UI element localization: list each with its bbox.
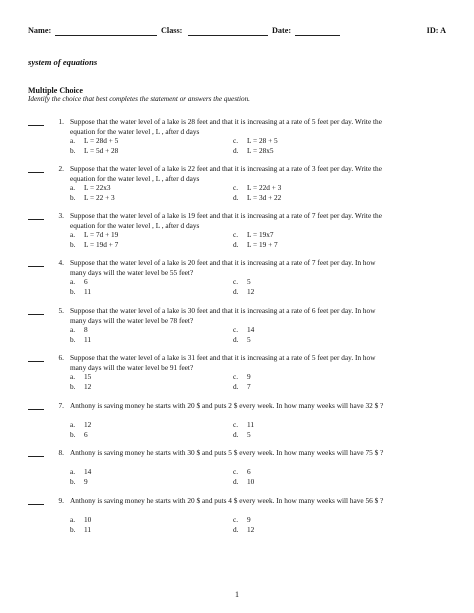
answer-blank: [28, 314, 44, 315]
option-letter: c.: [233, 230, 239, 239]
question-number: 4.: [58, 258, 64, 267]
question-stem: Suppose that the water level of a lake is 19 feet and that it is increasing at a rate of 7 feet per day. Write the equation for the water level , L , after d days: [70, 211, 382, 230]
option-letter: a.: [70, 230, 76, 239]
option-text: 11: [84, 286, 92, 296]
question-number: 2.: [58, 164, 64, 173]
option-letter: d.: [233, 334, 239, 344]
option-text: L = 28 + 5: [247, 136, 278, 145]
option-d: [233, 430, 251, 440]
header: [28, 26, 446, 40]
question-stem: Anthony is saving money he starts with 20 $ and puts 4 $ every week. In how many weeks will have 56 $ ?: [70, 496, 384, 505]
option-text: 12: [84, 381, 92, 391]
question-number: 8.: [58, 448, 64, 457]
option-text: L = 19 + 7: [247, 239, 278, 249]
option-text: 5: [247, 334, 251, 344]
option-text: 10: [247, 476, 255, 486]
option-letter: a.: [70, 325, 76, 334]
question-stem: Suppose that the water level of a lake is 20 feet and that it is increasing at a rate of 7 feet per day. In how many days will the water level be 55 feet?: [70, 258, 376, 277]
option-text: L = 22 + 3: [84, 192, 115, 202]
option-letter: c.: [233, 277, 239, 286]
option-b: [70, 193, 115, 203]
option-b: [70, 430, 88, 440]
answer-blank: [28, 504, 44, 505]
answer-blank: [28, 266, 44, 267]
option-letter: d.: [233, 192, 239, 202]
option-text: 14: [247, 325, 255, 334]
option-text: 9: [247, 515, 251, 524]
option-text: L = 3d + 22: [247, 192, 282, 202]
option-letter: a.: [70, 420, 76, 429]
option-d: [233, 525, 254, 535]
option-d: [233, 193, 281, 203]
option-b: [70, 146, 118, 156]
option-letter: a.: [70, 136, 76, 145]
option-letter: d.: [233, 239, 239, 249]
option-a: [70, 325, 88, 335]
option-d: [233, 382, 251, 392]
option-letter: b.: [70, 429, 76, 439]
option-letter: c.: [233, 515, 239, 524]
answer-blank: [28, 172, 44, 173]
option-c: [233, 277, 251, 287]
option-text: 7: [247, 381, 251, 391]
option-text: 5: [247, 277, 251, 286]
answer-blank: [28, 219, 44, 220]
option-letter: d.: [233, 286, 239, 296]
question-stem: Suppose that the water level of a lake is 28 feet and that it is increasing at a rate of 5 feet per day. Write the equation for the water level , L , after d days: [70, 117, 382, 136]
option-a: [70, 136, 118, 146]
question-number: 3.: [58, 211, 64, 220]
option-d: [233, 240, 278, 250]
question-number: 5.: [58, 306, 64, 315]
option-c: [233, 325, 254, 335]
option-letter: a.: [70, 183, 76, 192]
option-text: 6: [84, 429, 88, 439]
option-b: [70, 335, 91, 345]
option-letter: d.: [233, 381, 239, 391]
option-letter: d.: [233, 524, 239, 534]
option-text: 5: [247, 429, 251, 439]
option-text: 8: [84, 325, 88, 334]
option-letter: d.: [233, 429, 239, 439]
option-d: [233, 477, 254, 487]
option-b: [70, 287, 91, 297]
option-letter: a.: [70, 372, 76, 381]
question-stem: Anthony is saving money he starts with 30 $ and puts 5 $ every week. In how many weeks will have 75 $ ?: [70, 448, 384, 457]
option-d: [233, 287, 254, 297]
page-title: system of equations: [28, 57, 98, 67]
question-number: 7.: [58, 401, 64, 410]
option-letter: c.: [233, 325, 239, 334]
option-c: [233, 136, 278, 146]
option-text: 10: [84, 515, 92, 524]
option-letter: b.: [70, 239, 76, 249]
answer-blank: [28, 125, 44, 126]
question-number: 6.: [58, 353, 64, 362]
option-b: [70, 477, 88, 487]
page-number: 1: [235, 590, 239, 599]
option-letter: b.: [70, 381, 76, 391]
option-letter: b.: [70, 286, 76, 296]
option-letter: d.: [233, 145, 239, 155]
option-a: [70, 515, 91, 525]
class-label: Class:: [161, 26, 183, 35]
option-text: 9: [84, 476, 88, 486]
answer-blank: [28, 361, 44, 362]
option-letter: c.: [233, 372, 239, 381]
class-line: [188, 35, 268, 36]
option-text: L = 22d + 3: [247, 183, 282, 192]
option-b: [70, 525, 91, 535]
option-text: 11: [247, 420, 255, 429]
option-letter: d.: [233, 476, 239, 486]
option-text: 12: [247, 286, 255, 296]
option-text: L = 5d + 28: [84, 145, 119, 155]
option-letter: a.: [70, 277, 76, 286]
option-text: 6: [247, 467, 251, 476]
option-c: [233, 420, 254, 430]
option-text: 12: [247, 524, 255, 534]
option-letter: c.: [233, 420, 239, 429]
option-text: 9: [247, 372, 251, 381]
option-text: L = 22x3: [84, 183, 111, 192]
option-text: 11: [84, 334, 92, 344]
section-heading: Multiple Choice: [28, 86, 83, 95]
id-label: ID: A: [426, 26, 446, 35]
option-c: [233, 467, 251, 477]
option-a: [70, 183, 111, 193]
option-b: [70, 382, 91, 392]
option-c: [233, 515, 251, 525]
option-a: [70, 372, 91, 382]
option-letter: b.: [70, 524, 76, 534]
option-letter: c.: [233, 183, 239, 192]
option-letter: c.: [233, 467, 239, 476]
option-c: [233, 230, 274, 240]
option-text: L = 19d + 7: [84, 239, 119, 249]
option-a: [70, 277, 88, 287]
option-letter: b.: [70, 334, 76, 344]
option-text: 6: [84, 277, 88, 286]
option-text: 15: [84, 372, 92, 381]
option-letter: b.: [70, 476, 76, 486]
answer-blank: [28, 409, 44, 410]
option-text: 12: [84, 420, 92, 429]
option-letter: b.: [70, 192, 76, 202]
option-a: [70, 230, 118, 240]
date-line: [295, 35, 340, 36]
option-letter: b.: [70, 145, 76, 155]
instructions: Identify the choice that best completes the statement or answers the question.: [28, 95, 250, 103]
option-text: L = 28d + 5: [84, 136, 119, 145]
option-b: [70, 240, 118, 250]
question-stem: Suppose that the water level of a lake is 31 feet and that it is increasing at a rate of 5 feet per day. In how many days will the water level be 91 feet?: [70, 353, 376, 372]
option-text: 11: [84, 524, 92, 534]
option-c: [233, 183, 281, 193]
question-number: 1.: [58, 117, 64, 126]
option-letter: a.: [70, 515, 76, 524]
question-stem: Suppose that the water level of a lake is 22 feet and that it is increasing at a rate of 3 feet per day. Write the equation for the water level , L , after d days: [70, 164, 382, 183]
option-c: [233, 372, 251, 382]
option-letter: a.: [70, 467, 76, 476]
answer-blank: [28, 456, 44, 457]
question-stem: Anthony is saving money he starts with 20 $ and puts 2 $ every week. In how many weeks will have 32 $ ?: [70, 401, 384, 410]
question-stem: Suppose that the water level of a lake is 30 feet and that it is increasing at a rate of 6 feet per day. In how many days will the water level be 78 feet?: [70, 306, 376, 325]
date-label: Date:: [272, 26, 292, 35]
option-a: [70, 467, 91, 477]
option-text: L = 19x7: [247, 230, 274, 239]
option-text: 14: [84, 467, 92, 476]
option-letter: c.: [233, 136, 239, 145]
option-a: [70, 420, 91, 430]
option-text: L = 28x5: [247, 145, 274, 155]
name-label: Name:: [28, 26, 52, 35]
option-d: [233, 335, 251, 345]
option-d: [233, 146, 274, 156]
question-number: 9.: [58, 496, 64, 505]
option-text: L = 7d + 19: [84, 230, 119, 239]
name-line: [55, 35, 157, 36]
